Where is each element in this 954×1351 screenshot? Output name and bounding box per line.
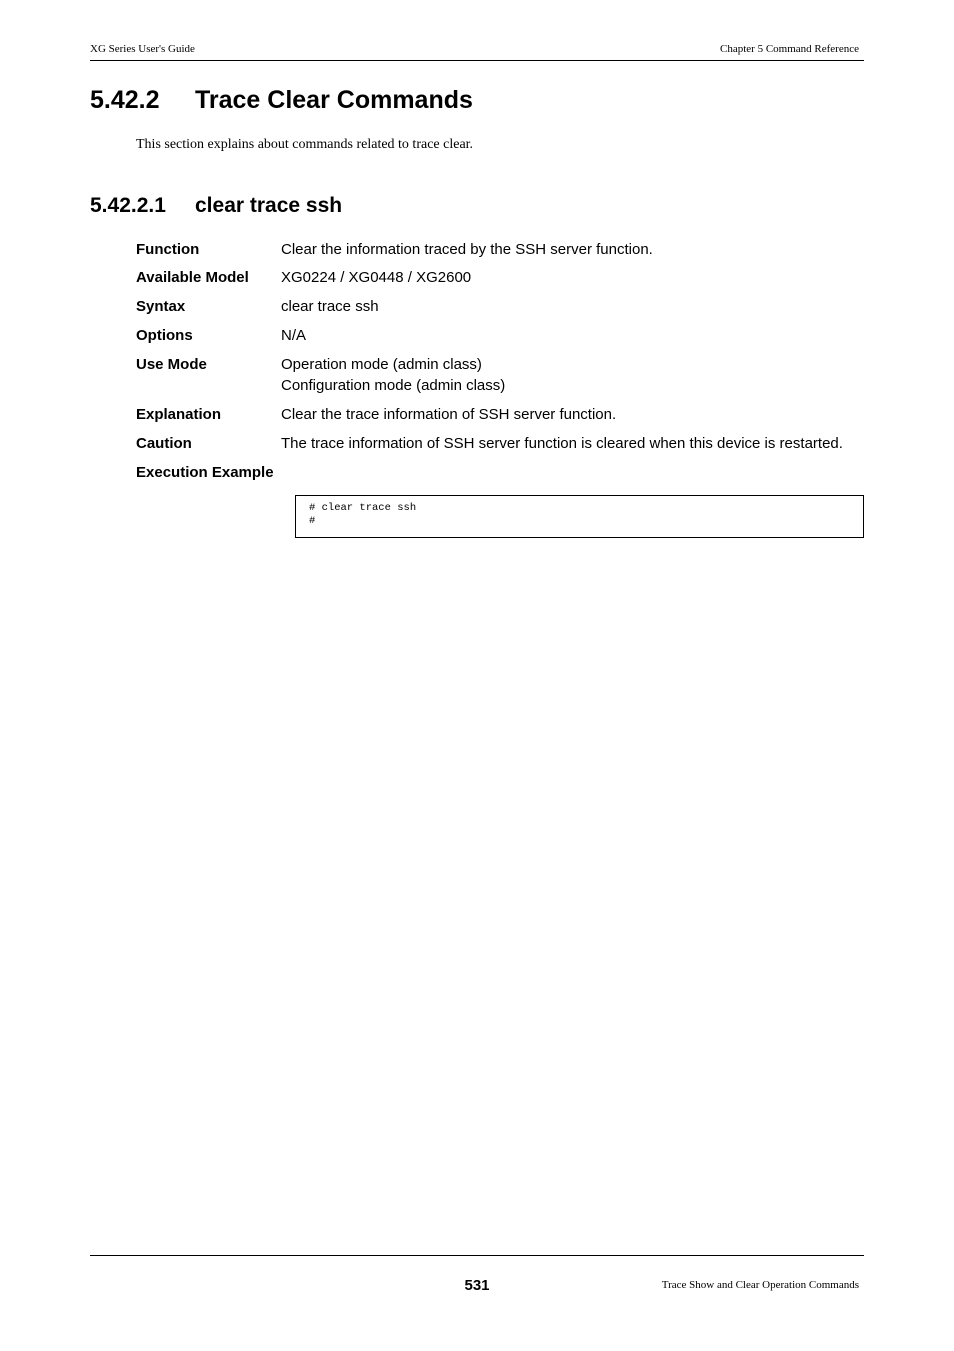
model-value: XG0224 / XG0448 / XG2600	[281, 269, 472, 286]
code-example-box	[295, 495, 864, 538]
use-mode-label: Use Mode	[136, 356, 207, 373]
function-label: Function	[136, 241, 200, 258]
caution-value: The trace information of SSH server function is cleared when this device is restarted.	[281, 435, 843, 452]
model-label: Available Model	[136, 269, 249, 286]
footer-right: Trace Show and Clear Operation Commands	[661, 1279, 859, 1291]
options-label: Options	[136, 327, 193, 344]
header-left: XG Series User's Guide	[90, 43, 195, 55]
section-intro: This section explains about commands related to trace clear.	[136, 137, 474, 152]
footer-rule	[90, 1255, 864, 1256]
code-example	[309, 502, 416, 528]
header-right: Chapter 5 Command Reference	[720, 43, 859, 55]
syntax-value: clear trace ssh	[281, 298, 379, 315]
use-mode-value-line2: Configuration mode (admin class)	[281, 377, 506, 394]
subsection-number: 5.42.2.1	[90, 194, 166, 217]
header-rule	[90, 60, 864, 61]
function-value: Clear the information traced by the SSH server function.	[281, 241, 653, 258]
page-number: 531	[464, 1277, 490, 1294]
code-line: # clear trace ssh	[309, 502, 417, 514]
caution-label: Caution	[136, 435, 192, 452]
syntax-label: Syntax	[136, 298, 186, 315]
options-value: N/A	[281, 327, 307, 344]
explanation-value: Clear the trace information of SSH server function.	[281, 406, 617, 423]
section-number: 5.42.2	[90, 86, 160, 114]
subsection-title: clear trace ssh	[195, 194, 343, 217]
code-line: #	[309, 515, 316, 527]
explanation-label: Explanation	[136, 406, 222, 423]
subsection-heading	[90, 194, 342, 218]
section-heading	[90, 86, 473, 115]
use-mode-value-line1: Operation mode (admin class)	[281, 356, 482, 373]
execution-example-label: Execution Example	[136, 464, 274, 481]
section-title: Trace Clear Commands	[195, 86, 473, 114]
